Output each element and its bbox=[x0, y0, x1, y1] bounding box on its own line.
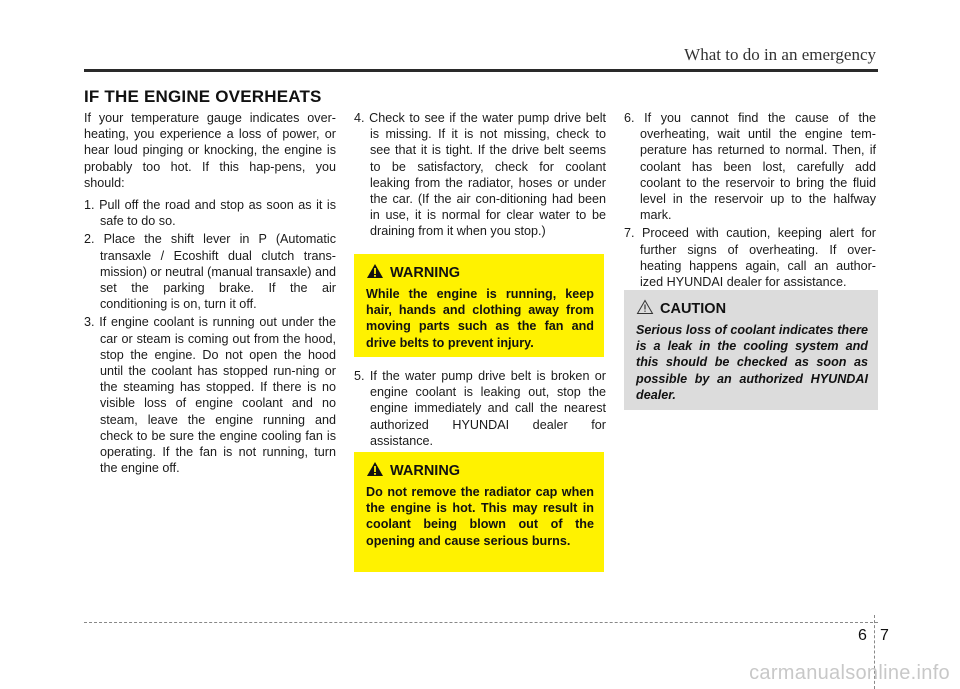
column-2-lower bbox=[354, 368, 606, 451]
step-number: 6. bbox=[624, 111, 635, 125]
column-2 bbox=[354, 110, 606, 242]
watermark: carmanualsonline.info bbox=[749, 662, 950, 684]
step-text: Place the shift lever in P (Automatic transaxle / Ecoshift dual clutch trans-mission) or neutral (manual transaxle) and set the parking brake. If the air conditioning is on, turn it off. bbox=[100, 232, 337, 312]
step-text: If you cannot find the cause of the overheating, wait until the engine tem-perature has returned to normal. Then, if coolant has been lost, carefully add coolant to the reservoir to bring the fluid level in the reservoir up to the halfway mark. bbox=[640, 111, 876, 223]
step-7 bbox=[624, 225, 876, 290]
warning-body: While the engine is running, keep hair, hands and clothing away from moving parts such as the fan and drive belts to prevent injury. bbox=[366, 287, 594, 350]
column-1 bbox=[84, 110, 336, 478]
step-4 bbox=[354, 110, 606, 240]
column-3 bbox=[624, 110, 876, 292]
intro-paragraph: If your temperature gauge indicates over-heating, you experience a loss of power, or hear loud pinging or knocking, the engine is probably too hot. If this hap-pens, you should: bbox=[84, 111, 336, 190]
page-number: 7 bbox=[880, 627, 889, 644]
step-number: 5. bbox=[354, 369, 365, 383]
caution-body: Serious loss of coolant indicates there is a leak in the cooling system and this should be checked as soon as possible by an authorized HYUNDAI dealer. bbox=[636, 323, 868, 402]
step-text: Check to see if the water pump drive belt is missing. If it is not missing, check to see that it is tight. If the drive belt seems to be satisfactory, check for coolant leaking from the radiator, hoses or under the car. (If the air con-ditioning had been in use, it is normal for clear water to be draining from it when you stop.) bbox=[369, 111, 607, 239]
header-rule bbox=[84, 69, 878, 72]
caution-title-text: CAUTION bbox=[660, 301, 727, 317]
warning-box-radiator bbox=[354, 452, 604, 572]
section-heading: IF THE ENGINE OVERHEATS bbox=[84, 87, 322, 106]
step-text: Pull off the road and stop as soon as it is safe to do so. bbox=[99, 198, 336, 229]
step-6 bbox=[624, 110, 876, 223]
chapter-number: 6 bbox=[858, 627, 867, 644]
caution-triangle-icon bbox=[636, 299, 654, 319]
warning-title bbox=[366, 263, 594, 283]
warning-title-text: WARNING bbox=[390, 265, 461, 281]
warning-title bbox=[366, 461, 594, 481]
step-number: 7. bbox=[624, 226, 635, 241]
warning-triangle-icon bbox=[366, 461, 384, 481]
step-2 bbox=[84, 231, 336, 312]
header-title: What to do in an emergency bbox=[684, 45, 876, 64]
warning-body: Do not remove the radiator cap when the engine is hot. This may result in coolant being blown out of the opening and cause serious burns. bbox=[366, 485, 594, 548]
warning-triangle-icon bbox=[366, 263, 384, 283]
footer-rule bbox=[84, 622, 878, 623]
caution-box bbox=[624, 290, 878, 410]
warning-box-fan bbox=[354, 254, 604, 357]
step-5 bbox=[354, 368, 606, 449]
step-text: If engine coolant is running out under the car or steam is coming out from the hood, stop the engine. Do not open the hood until the coolant has stopped run-ning or the steaming has stopped. If there is no visible loss of engine coolant and no steam, leave the engine running and check to be sure the engine cooling fan is operating. If the fan is not running, turn the engine off. bbox=[99, 315, 337, 476]
caution-title bbox=[636, 299, 868, 319]
step-text: If the water pump drive belt is broken or engine coolant is leaking out, stop the engine immediately and call the nearest authorized HYUNDAI dealer for assistance. bbox=[369, 369, 607, 448]
step-text: Proceed with caution, keeping alert for further signs of overheating. If over-heating happens again, call an author-ized HYUNDAI dealer for assistance. bbox=[640, 226, 877, 290]
step-number: 4. bbox=[354, 111, 365, 125]
step-3 bbox=[84, 314, 336, 476]
step-1 bbox=[84, 197, 336, 229]
step-number: 3. bbox=[84, 315, 95, 330]
step-number: 1. bbox=[84, 198, 95, 213]
warning-title-text: WARNING bbox=[390, 463, 461, 479]
step-number: 2. bbox=[84, 232, 95, 247]
